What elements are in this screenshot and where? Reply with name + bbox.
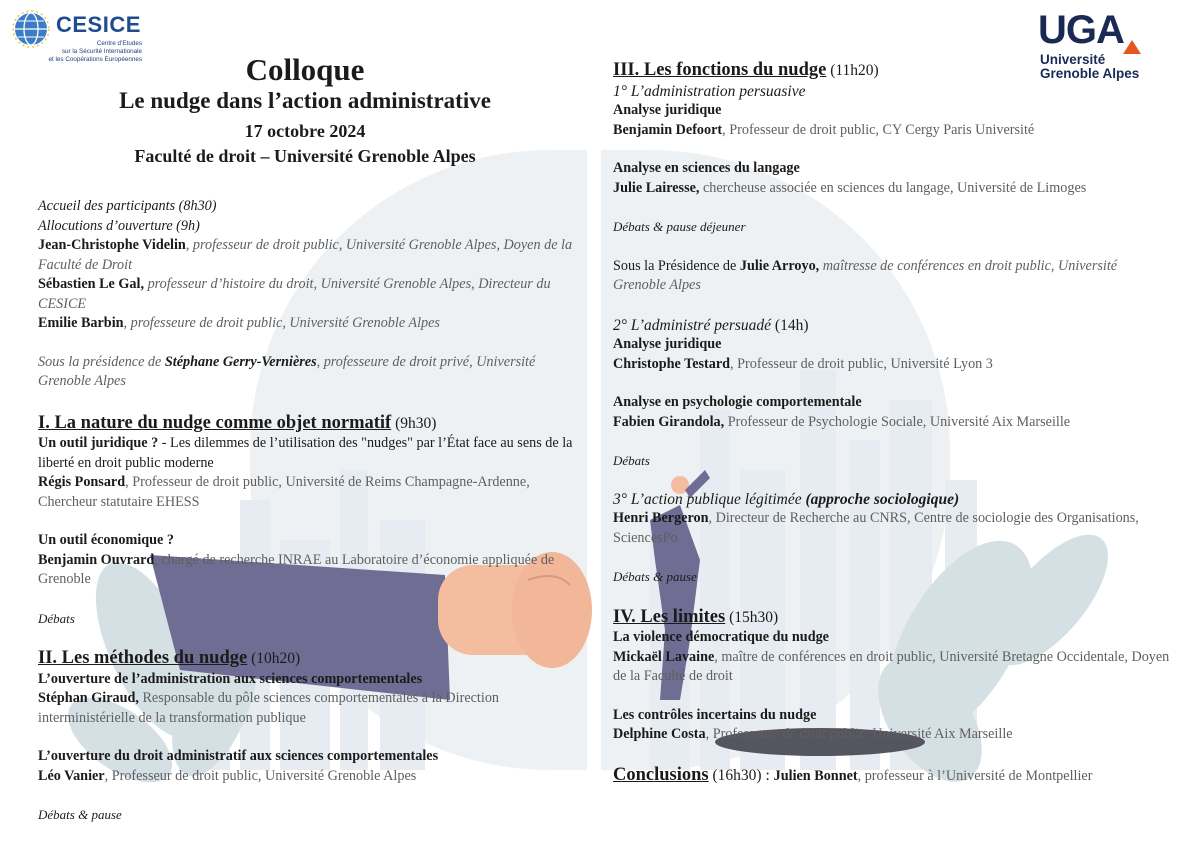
opening-speaker: Jean-Christophe Videlin, professeur de droit public, Université Grenoble Alpes, Doyen de la Faculté de Droit xyxy=(38,237,573,273)
section-3-heading: III. Les fonctions du nudge (11h20) xyxy=(613,60,879,80)
cesice-logo xyxy=(12,10,142,68)
talk-title: La violence démocratique du nudge xyxy=(613,629,829,645)
talk-speaker: Julie Lairesse, chercheuse associée en sciences du langage, Université de Limoges xyxy=(613,179,1087,196)
debats-line: Débats xyxy=(38,610,75,626)
section-2-heading: II. Les méthodes du nudge (10h20) xyxy=(38,648,301,668)
subsection-heading: 1° L’administration persuasive xyxy=(613,82,806,100)
talk-speaker: Benjamin Defoort, Professeur de droit public, CY Cergy Paris Université xyxy=(613,121,1035,138)
talk-title: Analyse juridique xyxy=(613,336,722,352)
cesice-name: CESICE xyxy=(56,12,141,37)
talk-speaker: Fabien Girandola, Professeur de Psychologie Sociale, Université Aix Marseille xyxy=(613,413,1071,430)
talk-title: Analyse en psychologie comportementale xyxy=(613,394,862,410)
section-4-heading: IV. Les limites (15h30) xyxy=(613,606,779,627)
talk-title: L’ouverture du droit administratif aux sciences comportementales xyxy=(38,748,439,764)
conclusions-line: Conclusions (16h30) : Julien Bonnet, professeur à l’Université de Montpellier xyxy=(613,764,1093,785)
talk-speaker: Benjamin Ouvrard, chargé de recherche INRAE au Laboratoire d’économie appliquée de Grenoble xyxy=(38,551,555,587)
uga-logo xyxy=(1030,8,1160,80)
opening-speaker: Sébastien Le Gal, professeur d’histoire du droit, Université Grenoble Alpes, Directeur du CESICE xyxy=(38,276,551,312)
talk-title: Analyse en sciences du langage xyxy=(613,160,800,176)
page-divider xyxy=(587,0,601,849)
subsection-heading: 2° L’administré persuadé (14h) xyxy=(613,316,809,334)
uga-subtitle: Université Grenoble Alpes xyxy=(1040,52,1140,81)
debats-line: Débats & pause déjeuner xyxy=(613,219,746,234)
event-date: 17 octobre 2024 xyxy=(244,121,366,141)
page-title: Colloque xyxy=(245,52,365,87)
accueil-line: Accueil des participants (8h30) xyxy=(38,198,217,214)
talk-speaker: Henri Bergeron, Directeur de Recherche au CNRS, Centre de sociologie des Organisations, SciencesPo xyxy=(613,510,1139,546)
event-venue: Faculté de droit – Université Grenoble Alpes xyxy=(134,146,476,166)
cesice-subtitle: Centre d’Etudes sur la Sécurité Internationale et les Coopérations Européennes xyxy=(48,40,142,63)
talk-speaker: Léo Vanier, Professeur de droit public, Université Grenoble Alpes xyxy=(38,767,417,784)
talk-title: Analyse juridique xyxy=(613,102,722,118)
allocutions-line: Allocutions d’ouverture (9h) xyxy=(38,217,200,234)
debats-line: Débats & pause xyxy=(613,569,697,584)
presidence-line: Sous la Présidence de Julie Arroyo, maîtresse de conférences en droit public, Université Grenoble Alpes xyxy=(613,257,1118,293)
uga-letters: UGA xyxy=(1038,8,1124,52)
presidence-line: Sous la présidence de Stéphane Gerry-Vernières, professeure de droit privé, Université Grenoble Alpes xyxy=(38,353,536,389)
program-right-column xyxy=(613,59,1173,786)
talk-speaker: Mickaël Lavaine, maître de conférences en droit public, Université Bretagne Occidentale, Doyen de la Faculté de droit xyxy=(613,648,1170,684)
talk-speaker: Christophe Testard, Professeur de droit public, Université Lyon 3 xyxy=(613,355,993,372)
talk-speaker: Stéphan Giraud, Responsable du pôle sciences comportementales à la Direction interministérielle de la transformation publique xyxy=(38,690,500,726)
uga-triangle-icon xyxy=(1123,40,1141,54)
talk-title: L’ouverture de l’administration aux sciences comportementales xyxy=(38,670,423,687)
talk-title: Les contrôles incertains du nudge xyxy=(613,706,817,723)
page-subtitle: Le nudge dans l’action administrative xyxy=(119,88,491,113)
debats-line: Débats xyxy=(613,453,650,468)
talk-speaker: Régis Ponsard, Professeur de droit public, Université de Reims Champagne-Ardenne, Chercheur statutaire EHESS xyxy=(38,474,530,510)
subsection-heading: 3° L’action publique légitimée (approche sociologique) xyxy=(613,490,960,508)
talk-title: Un outil juridique ? - Les dilemmes de l’utilisation des "nudges" par l’État face au sens de la liberté en droit public moderne xyxy=(38,435,573,471)
program-left-column xyxy=(38,197,586,825)
opening-speaker: Emilie Barbin, professeure de droit public, Université Grenoble Alpes xyxy=(38,315,440,331)
talk-title: Un outil économique ? xyxy=(38,532,174,548)
talk-speaker: Delphine Costa, Professeure de droit public, Université Aix Marseille xyxy=(613,726,1013,742)
debats-line: Débats & pause xyxy=(38,807,122,822)
section-1-heading: I. La nature du nudge comme objet normatif (9h30) xyxy=(38,412,437,433)
